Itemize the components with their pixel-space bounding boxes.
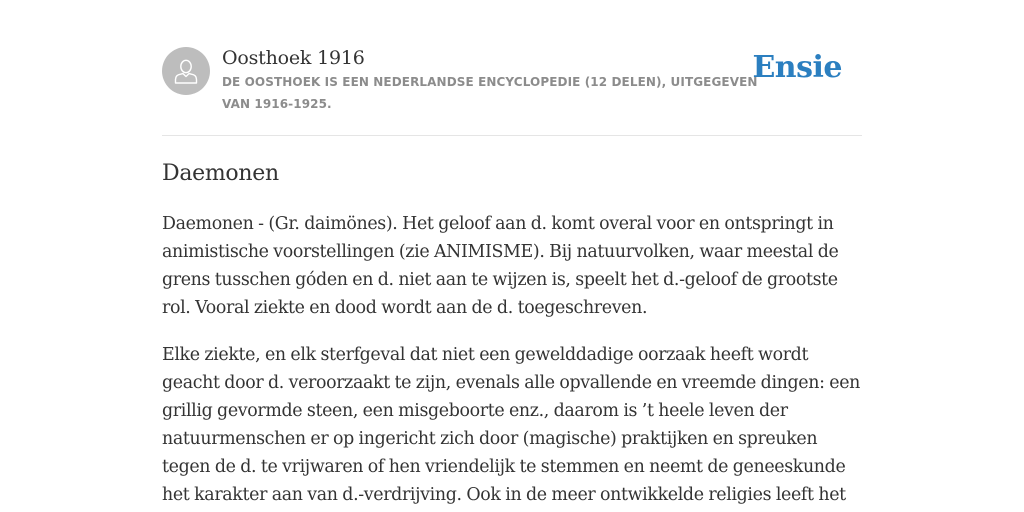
source-header — [162, 46, 862, 136]
entry-paragraph: Daemonen - (Gr. daimönes). Het geloof aan d. komt overal voor en ontspringt in animistische voorstellingen (zie ANIMISME). Bij natuurvolken, waar meestal de grens tusschen góden en d. niet aan te wijzen is, speelt het d.-geloof de grootste rol. Vooral ziekte en dood wordt aan de d. toegeschreven. — [162, 214, 839, 318]
entry-title: Daemonen — [162, 161, 279, 186]
source-info — [222, 46, 762, 115]
brand-logo[interactable]: Ensie — [752, 50, 842, 85]
page — [162, 0, 862, 509]
entry-body — [162, 210, 862, 509]
source-description: DE OOSTHOEK IS EEN NEDERLANDSE ENCYCLOPEDIE (12 DELEN), UITGEGEVEN VAN 1916-1925. — [222, 75, 758, 111]
entry-paragraph: Elke ziekte, en elk sterfgeval dat niet een gewelddadige oorzaak heeft wordt geacht door d. veroorzaakt te zijn, evenals alle opvallende en vreemde dingen: een grillig gevormde steen, een misgeboorte enz., daarom is ’t heele leven der natuurmenschen er op ingericht zich door (magische) praktijken en spreuken tegen de d. te vrijwaren of hen vriendelijk te stemmen en neemt de geneeskunde het karakter aan van d.-verdrijving. Ook in de meer ontwikkelde religies leeft het — [162, 345, 861, 505]
source-title[interactable]: Oosthoek 1916 — [222, 47, 365, 69]
user-icon[interactable] — [162, 47, 210, 95]
